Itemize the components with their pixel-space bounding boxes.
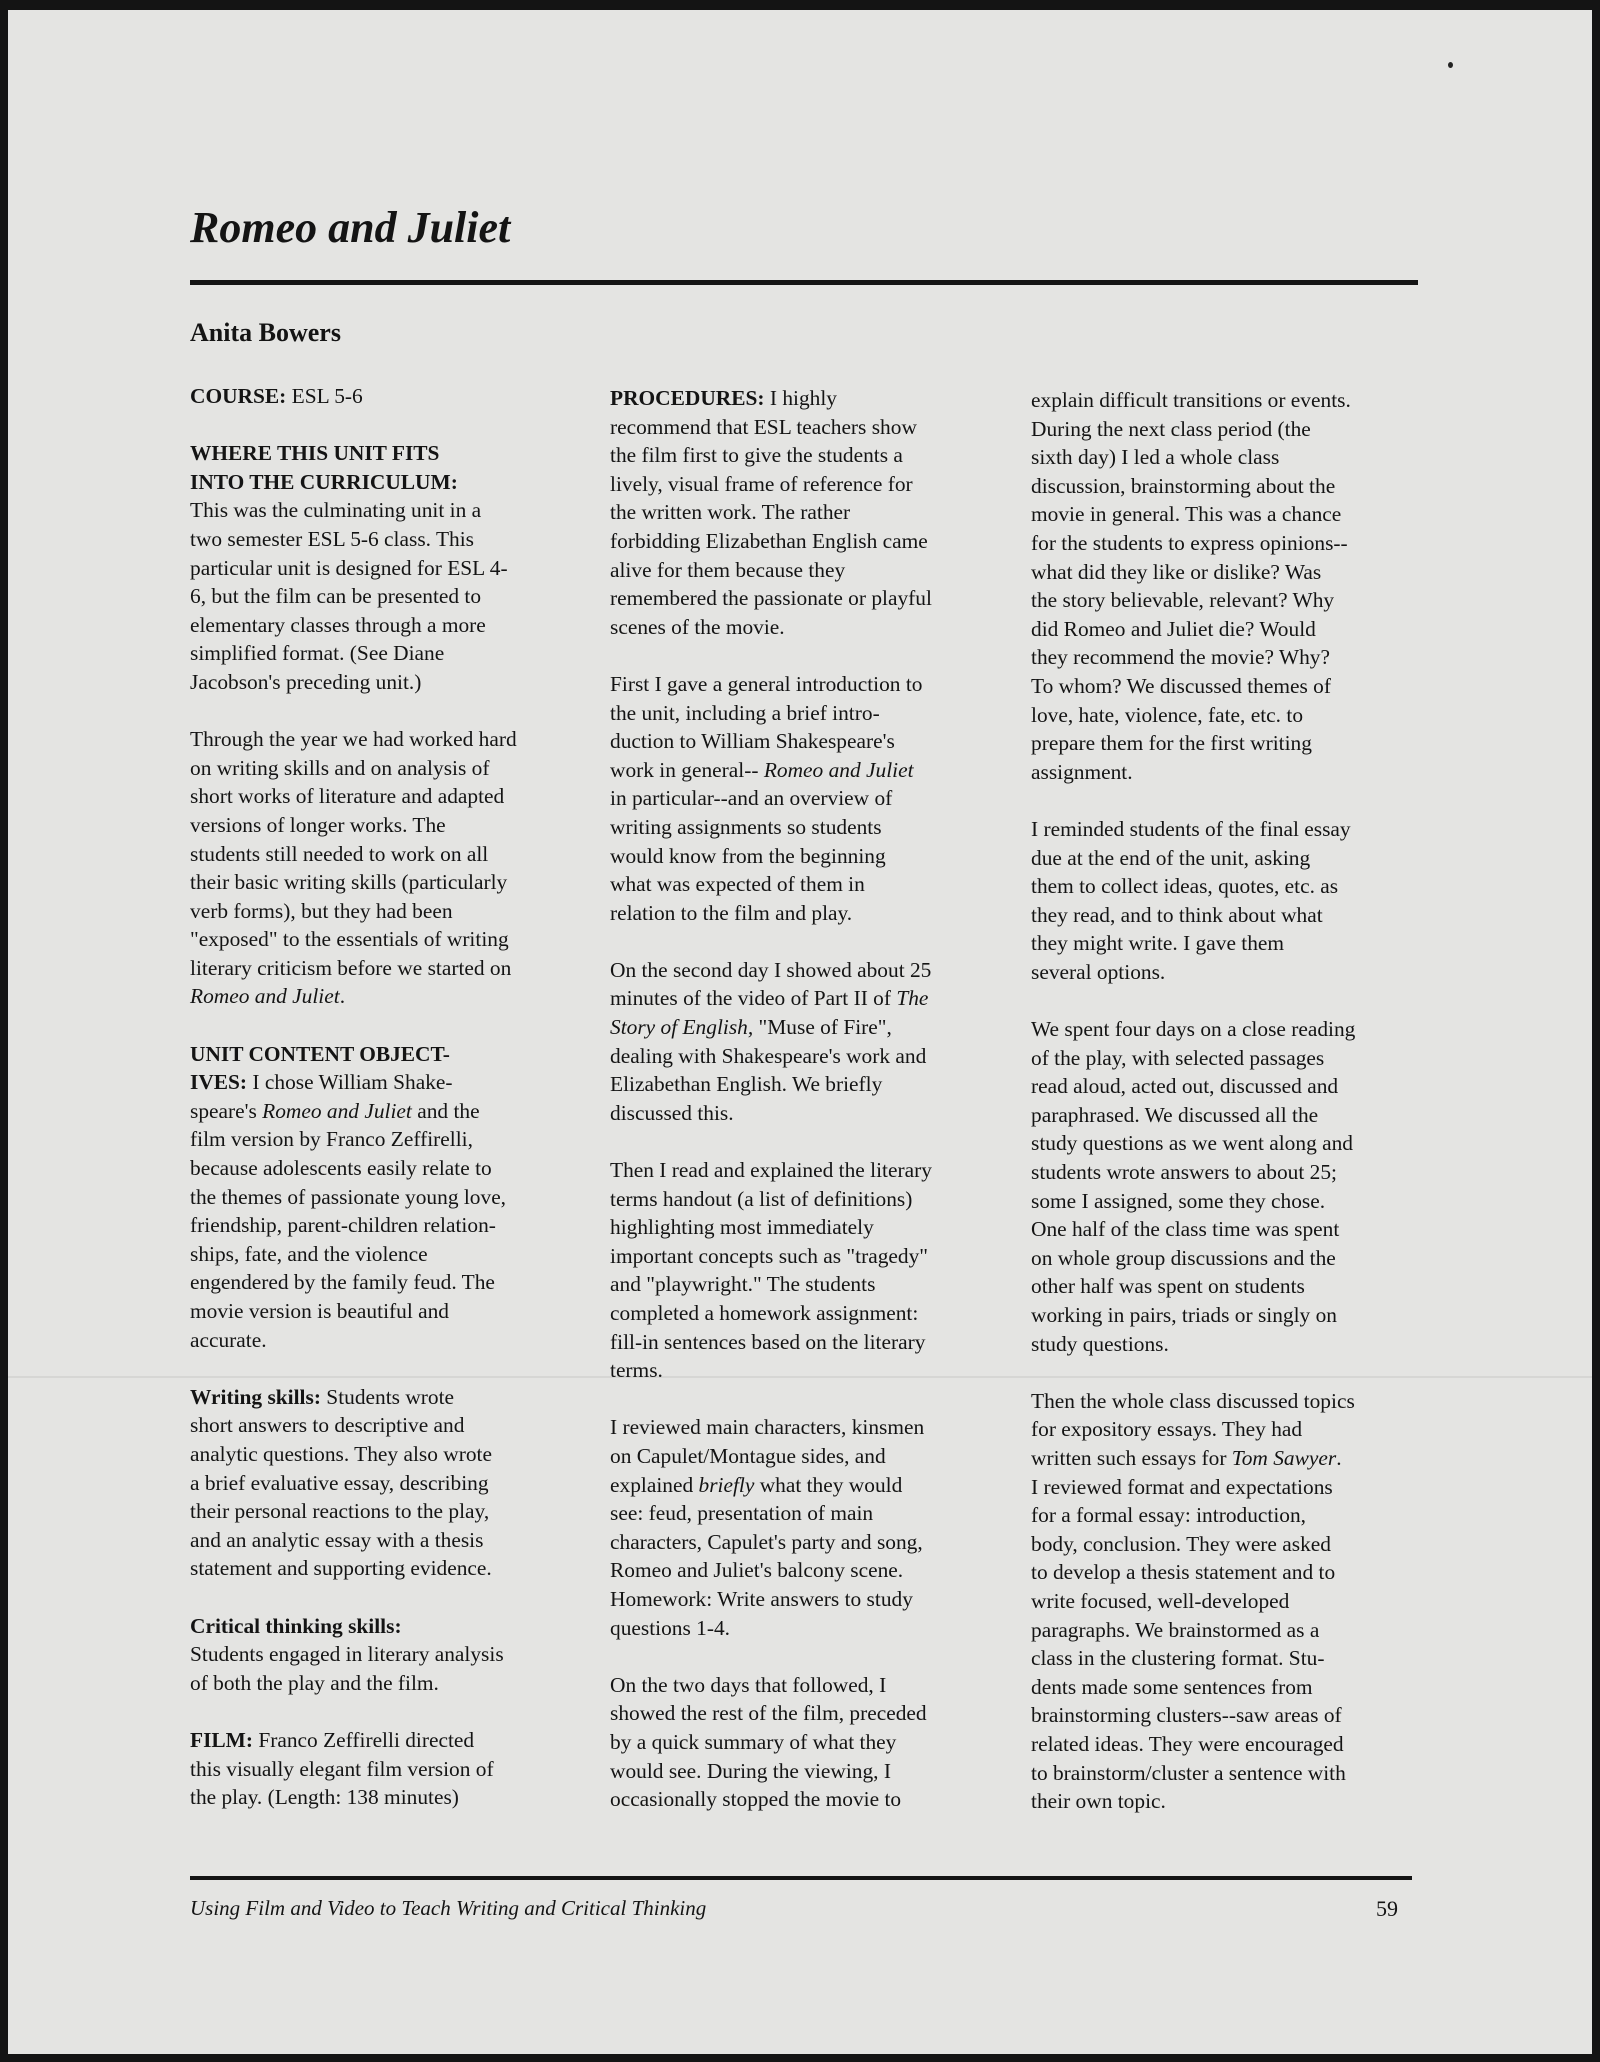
text-fragment: minutes of the video of Part II of (610, 986, 897, 1011)
text-line: a brief evaluative essay, describing (190, 1470, 489, 1495)
film-paragraph (190, 1726, 590, 1812)
continued-paragraph (1031, 386, 1431, 786)
text-line: characters, Capulet's party and song, (610, 1529, 923, 1554)
text-line: completed a homework assignment: (610, 1301, 919, 1325)
text-line: film version by Franco Zeffirelli, (190, 1127, 473, 1152)
text-line (610, 1013, 1010, 1042)
text-line: One half of the class time was spent (1031, 1217, 1340, 1242)
text-line: literary criticism before we started on (190, 955, 512, 980)
text-line: particular unit is designed for ESL 4- (190, 555, 508, 580)
text-line: We spent four days on a close reading (1031, 1017, 1356, 1042)
text-line (190, 1726, 590, 1755)
text-line (190, 1097, 590, 1126)
text-line: they read, and to think about what (1031, 902, 1323, 927)
text-line: their basic writing skills (particularly (190, 870, 508, 895)
text-line: analytic questions. They also wrote (190, 1441, 492, 1466)
text-fragment: work in general-- (610, 757, 764, 782)
text-line: This was the culminating unit in a (190, 498, 482, 523)
text-line: I reviewed main characters, kinsmen (610, 1415, 925, 1440)
text-line: the play. (Length: 138 minutes) (190, 1785, 459, 1810)
text-line: To whom? We discussed themes of (1031, 673, 1331, 698)
text-line: other half was spent on students (1031, 1274, 1305, 1299)
text-fragment: written such essays for (1031, 1445, 1232, 1470)
text-line: they might write. I gave them (1031, 931, 1285, 956)
text-line: questions 1-4. (610, 1615, 731, 1640)
text-line: students still needed to work on all (190, 841, 489, 866)
text-line: statement and supporting evidence. (190, 1556, 492, 1581)
text-line: forbidding Elizabethan English came (610, 528, 928, 553)
text-line: prepare them for the first writing (1031, 731, 1312, 756)
text-line: simplified format. (See Diane (190, 641, 445, 666)
text-line: During the next class period (the (1031, 416, 1311, 441)
column-3 (1031, 386, 1431, 1844)
text-line: discussion, brainstorming about the (1031, 473, 1336, 498)
text-line: on Capulet/Montague sides, and (610, 1443, 886, 1468)
text-line: I reminded students of the final essay (1031, 816, 1351, 841)
text-fragment: I chose William Shake- (247, 1070, 453, 1095)
two-days-paragraph (610, 1671, 1010, 1814)
text-fragment: what they would (754, 1472, 903, 1497)
text-line (610, 1471, 1010, 1500)
text-line: by a quick summary of what they (610, 1729, 897, 1754)
document-page (8, 10, 1592, 2054)
text-line: the unit, including a brief intro- (610, 700, 880, 725)
text-line: to brainstorm/cluster a sentence with (1031, 1760, 1346, 1785)
italic-word: briefly (698, 1472, 755, 1497)
text-line: on whole group discussions and the (1031, 1245, 1336, 1270)
footer-rule (190, 1876, 1412, 1880)
text-fragment: Students wrote (320, 1384, 455, 1409)
text-line: them to collect ideas, quotes, etc. as (1031, 874, 1339, 899)
text-line: duction to William Shakespeare's (610, 729, 895, 754)
text-line: write focused, well-developed (1031, 1588, 1290, 1613)
text-line: writing assignments so students (610, 814, 882, 839)
text-line: in particular--and an overview of (610, 786, 893, 811)
text-fragment: "Muse of Fire", (753, 1015, 892, 1040)
text-line: Through the year we had worked hard (190, 727, 517, 752)
italic-title: The (896, 986, 929, 1011)
text-line: the story believable, relevant? Why (1031, 588, 1335, 613)
text-line: the written work. The rather (610, 500, 851, 525)
text-line: students wrote answers to about 25; (1031, 1160, 1337, 1185)
text-line: of both the play and the film. (190, 1670, 439, 1695)
text-line: paragraphs. We brainstormed as a (1031, 1617, 1320, 1642)
where-fits-heading-line: INTO THE CURRICULUM: (190, 469, 458, 494)
page-number: 59 (1376, 1896, 1398, 1921)
text-line: the film first to give the students a (610, 443, 903, 468)
text-line: class in the clustering format. Stu- (1031, 1646, 1325, 1671)
text-line: for the students to express opinions-- (1031, 530, 1348, 555)
text-line: Romeo and Juliet's balcony scene. (610, 1558, 904, 1583)
where-fits-paragraph (190, 439, 590, 696)
footer-book-title: Using Film and Video to Teach Writing and Critical Thinking (190, 1896, 707, 1920)
where-fits-heading-line: WHERE THIS UNIT FITS (190, 441, 440, 466)
text-line: to develop a thesis statement and to (1031, 1560, 1336, 1585)
text-line: assignment. (1031, 759, 1133, 784)
text-line: 6, but the film can be presented to (190, 584, 482, 609)
procedures-label: PROCEDURES: (610, 386, 765, 410)
critical-thinking-label: Critical thinking skills: (190, 1613, 402, 1638)
text-line (1031, 1444, 1431, 1473)
text-line: I reviewed format and expectations (1031, 1474, 1333, 1499)
text-line: due at the end of the unit, asking (1031, 845, 1311, 870)
text-fragment: and the (411, 1098, 480, 1123)
course-paragraph (190, 382, 590, 411)
italic-title: Romeo and Juliet (262, 1098, 412, 1123)
text-line: Then I read and explained the literary (610, 1158, 932, 1183)
page-speck (1448, 62, 1453, 68)
through-year-paragraph (190, 725, 590, 1011)
text-line: read aloud, acted out, discussed and (1031, 1074, 1339, 1099)
text-line: discussed this. (610, 1100, 734, 1125)
text-line: terms. (610, 1358, 663, 1383)
column-1 (190, 382, 590, 1840)
text-line: fill-in sentences based on the literary (610, 1329, 926, 1354)
text-line: sixth day) I led a whole class (1031, 445, 1280, 470)
text-line: verb forms), but they had been (190, 898, 453, 923)
text-line: their personal reactions to the play, (190, 1499, 490, 1524)
text-line: terms handout (a list of definitions) (610, 1186, 913, 1211)
text-line: this visually elegant film version of (190, 1756, 494, 1781)
text-line: paraphrased. We discussed all the (1031, 1102, 1319, 1127)
column-2 (610, 384, 1010, 1842)
reminded-paragraph (1031, 815, 1431, 987)
text-line (610, 756, 1010, 785)
text-fragment: explained (610, 1472, 699, 1497)
text-line: elementary classes through a more (190, 612, 486, 637)
text-line (190, 982, 590, 1011)
text-fragment: speare's (190, 1098, 263, 1123)
text-line: On the second day I showed about 25 (610, 957, 932, 982)
text-line: "exposed" to the essentials of writing (190, 927, 509, 952)
objectives-heading: UNIT CONTENT OBJECT- (190, 1041, 450, 1066)
punctuation: . (339, 984, 346, 1009)
first-gave-paragraph (610, 670, 1010, 927)
text-line: important concepts such as "tragedy" (610, 1243, 929, 1268)
four-days-paragraph (1031, 1015, 1431, 1358)
text-line: alive for them because they (610, 557, 846, 582)
text-line: would see. During the viewing, I (610, 1758, 891, 1783)
text-line: friendship, parent-children relation- (190, 1213, 496, 1238)
text-line: relation to the film and play. (610, 900, 853, 925)
text-line: some I assigned, some they chose. (1031, 1188, 1326, 1213)
text-line: two semester ESL 5-6 class. This (190, 526, 474, 551)
text-line (610, 984, 1010, 1013)
text-line: would know from the beginning (610, 843, 886, 868)
text-line: Jacobson's preceding unit.) (190, 669, 422, 694)
text-line: engendered by the family feud. The (190, 1270, 495, 1295)
text-line: working in pairs, triads or singly on (1031, 1303, 1337, 1327)
text-line (610, 384, 1010, 413)
course-text: ESL 5-6 (291, 384, 363, 408)
text-fragment: Franco Zeffirelli directed (252, 1727, 475, 1752)
text-line: remembered the passionate or playful (610, 586, 932, 611)
text-fragment: . (1336, 1445, 1342, 1470)
text-line: their own topic. (1031, 1789, 1166, 1814)
text-line: Then the whole class discussed topics (1031, 1388, 1355, 1413)
text-line: dents made some sentences from (1031, 1674, 1313, 1699)
text-line: what did they like or dislike? Was (1031, 559, 1322, 584)
writing-skills-label: Writing skills: (190, 1384, 321, 1409)
text-line: Elizabethan English. We briefly (610, 1072, 883, 1097)
text-line (190, 1068, 590, 1097)
text-line: for expository essays. They had (1031, 1417, 1303, 1442)
italic-title: Story of English, (610, 1015, 754, 1040)
text-line: Homework: Write answers to study (610, 1586, 913, 1611)
text-line: several options. (1031, 959, 1166, 984)
text-line: showed the rest of the film, preceded (610, 1701, 927, 1726)
text-line: Students engaged in literary analysis (190, 1642, 504, 1667)
text-line: accurate. (190, 1327, 267, 1352)
text-line: they recommend the movie? Why? (1031, 645, 1330, 670)
reviewed-paragraph (610, 1413, 1010, 1642)
text-line: short answers to descriptive and (190, 1413, 465, 1438)
text-line: for a formal essay: introduction, (1031, 1503, 1307, 1528)
film-label: FILM: (190, 1727, 253, 1752)
whole-class-paragraph (1031, 1387, 1431, 1816)
text-line: what was expected of them in (610, 872, 865, 897)
title-rule (190, 280, 1418, 285)
text-line: occasionally stopped the movie to (610, 1787, 902, 1812)
objectives-heading-end: IVES: (190, 1070, 248, 1095)
text-line: scenes of the movie. (610, 614, 785, 639)
text-line: and "playwright." The students (610, 1272, 876, 1297)
text-line: versions of longer works. The (190, 812, 446, 837)
text-line: On the two days that followed, I (610, 1672, 887, 1697)
text-line: of the play, with selected passages (1031, 1045, 1325, 1070)
text-line: study questions as we went along and (1031, 1131, 1353, 1156)
then-read-paragraph (610, 1156, 1010, 1385)
text-line: love, hate, violence, fate, etc. to (1031, 702, 1304, 727)
second-day-paragraph (610, 956, 1010, 1128)
text-line: did Romeo and Juliet die? Would (1031, 616, 1316, 641)
text-line: short works of literature and adapted (190, 784, 505, 809)
text-line: related ideas. They were encouraged (1031, 1731, 1344, 1756)
italic-title: Romeo and Juliet (190, 984, 340, 1009)
text-line: recommend that ESL teachers show (610, 414, 917, 439)
text-fragment: I highly (764, 386, 837, 410)
page-title: Romeo and Juliet (190, 203, 511, 252)
text-line: ships, fate, and the violence (190, 1241, 428, 1266)
text-line: explain difficult transitions or events. (1031, 388, 1351, 412)
writing-skills-paragraph (190, 1383, 590, 1583)
text-line (190, 1383, 590, 1412)
italic-title: Romeo and Juliet (763, 757, 914, 782)
text-line: movie in general. This was a chance (1031, 502, 1342, 527)
text-line: highlighting most immediately (610, 1215, 874, 1240)
italic-title: Tom Sawyer (1231, 1445, 1337, 1470)
text-line: study questions. (1031, 1331, 1169, 1356)
text-line: brainstorming clusters--saw areas of (1031, 1703, 1342, 1728)
text-line: on writing skills and on analysis of (190, 755, 490, 780)
text-line: lively, visual frame of reference for (610, 471, 913, 496)
text-line: movie version is beautiful and (190, 1299, 450, 1323)
text-line: and an analytic essay with a thesis (190, 1527, 484, 1552)
text-line: see: feud, presentation of main (610, 1501, 874, 1526)
author-name: Anita Bowers (190, 318, 341, 347)
course-label: COURSE: (190, 384, 287, 408)
text-line: First I gave a general introduction to (610, 671, 923, 696)
text-line: the themes of passionate young love, (190, 1184, 507, 1209)
text-line: body, conclusion. They were asked (1031, 1531, 1331, 1556)
procedures-paragraph (610, 384, 1010, 641)
text-line: because adolescents easily relate to (190, 1156, 492, 1181)
objectives-paragraph (190, 1040, 590, 1355)
text-line: dealing with Shakespeare's work and (610, 1043, 927, 1068)
critical-thinking-paragraph (190, 1612, 590, 1698)
